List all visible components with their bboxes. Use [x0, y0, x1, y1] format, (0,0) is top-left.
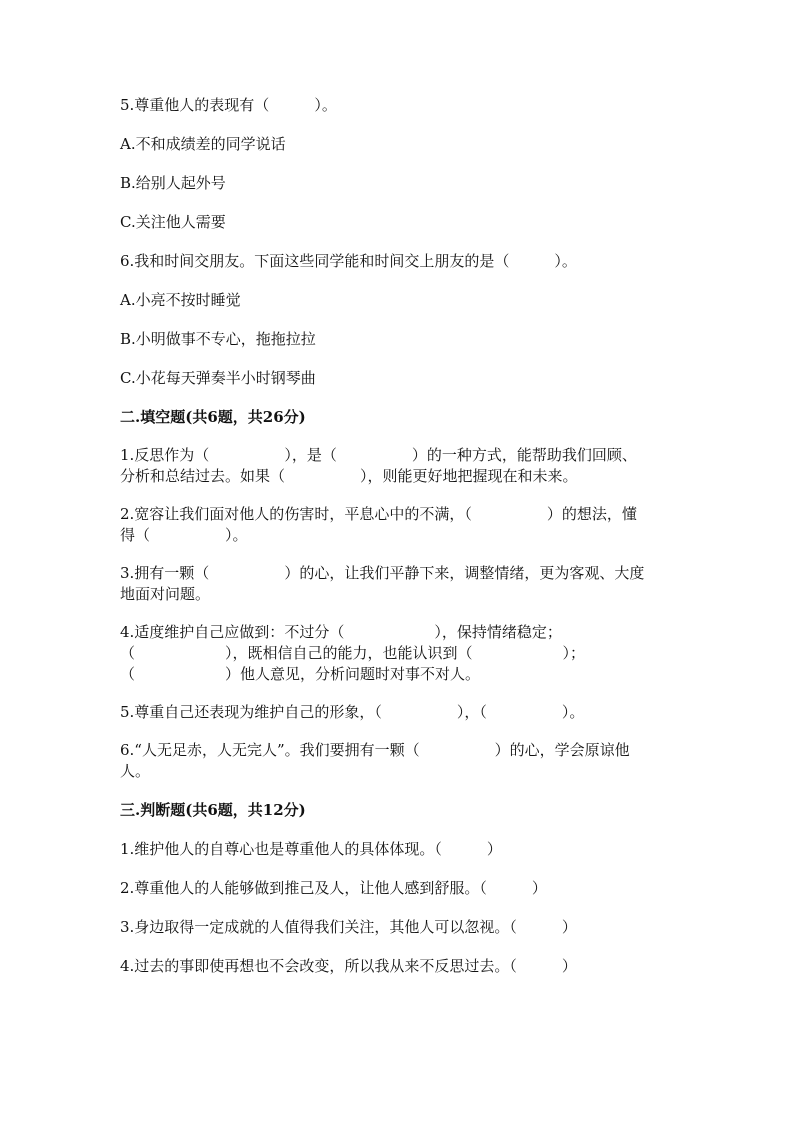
fill-6-line-2: 人。 — [120, 762, 151, 780]
fill-3-line-1: 3.拥有一颗（ ）的心，让我们平静下来，调整情绪，更为客观、大度 — [120, 564, 645, 582]
choice-5-option-a: A.不和成绩差的同学说话 — [120, 135, 286, 153]
choice-6-option-b: B.小明做事不专心，拖拖拉拉 — [120, 330, 316, 348]
exam-page — [120, 94, 680, 994]
fill-1-line-1: 1.反思作为（ ），是（ ）的一种方式，能帮助我们回顾、 — [120, 446, 637, 464]
judge-question-3: 3.身边取得一定成就的人值得我们关注，其他人可以忽视。（ ） — [120, 918, 577, 936]
fill-question-5 — [120, 702, 680, 723]
choice-6-option-a: A.小亮不按时睡觉 — [120, 291, 241, 309]
judge-section-title: 三.判断题(共6题，共12分) — [120, 801, 306, 819]
fill-3-line-2: 地面对问题。 — [120, 585, 211, 603]
judge-question-2: 2.尊重他人的人能够做到推己及人，让他人感到舒服。（ ） — [120, 879, 547, 897]
fill-4-line-1: 4.适度维护自己应做到：不过分（ ），保持情绪稳定； — [120, 623, 562, 641]
choice-6-option-c: C.小花每天弹奏半小时钢琴曲 — [120, 369, 316, 387]
choice-5-option-c: C.关注他人需要 — [120, 213, 226, 231]
fill-question-2 — [120, 504, 680, 546]
judge-question-4: 4.过去的事即使再想也不会改变，所以我从来不反思过去。（ ） — [120, 957, 577, 975]
fill-4-line-2: （ ），既相信自己的能力，也能认识到（ ）； — [120, 644, 586, 662]
judge-question-1: 1.维护他人的自尊心也是尊重他人的具体体现。（ ） — [120, 840, 502, 858]
choice-question-5: 5.尊重他人的表现有（ ）。 — [120, 96, 337, 114]
fill-2-line-2: 得（ ）。 — [120, 526, 248, 544]
fill-question-1 — [120, 445, 680, 487]
choice-5-option-b: B.给别人起外号 — [120, 174, 226, 192]
fill-5-line-1: 5.尊重自己还表现为维护自己的形象，（ ），（ ）。 — [120, 703, 585, 721]
fill-4-line-3: （ ）他人意见，分析问题时对事不对人。 — [120, 665, 481, 683]
fill-2-line-1: 2.宽容让我们面对他人的伤害时，平息心中的不满，（ ）的想法，懂 — [120, 505, 637, 523]
choice-question-6: 6.我和时间交朋友。下面这些同学能和时间交上朋友的是（ ）。 — [120, 252, 577, 270]
fill-1-line-2: 分析和总结过去。如果（ ），则能更好地把握现在和未来。 — [120, 467, 578, 485]
fill-section-title: 二.填空题(共6题，共26分) — [120, 408, 306, 426]
fill-question-4 — [120, 622, 680, 685]
fill-question-6 — [120, 740, 680, 782]
fill-question-3 — [120, 563, 680, 605]
fill-6-line-1: 6.“人无足赤，人无完人”。我们要拥有一颗（ ）的心，学会原谅他 — [120, 741, 630, 759]
